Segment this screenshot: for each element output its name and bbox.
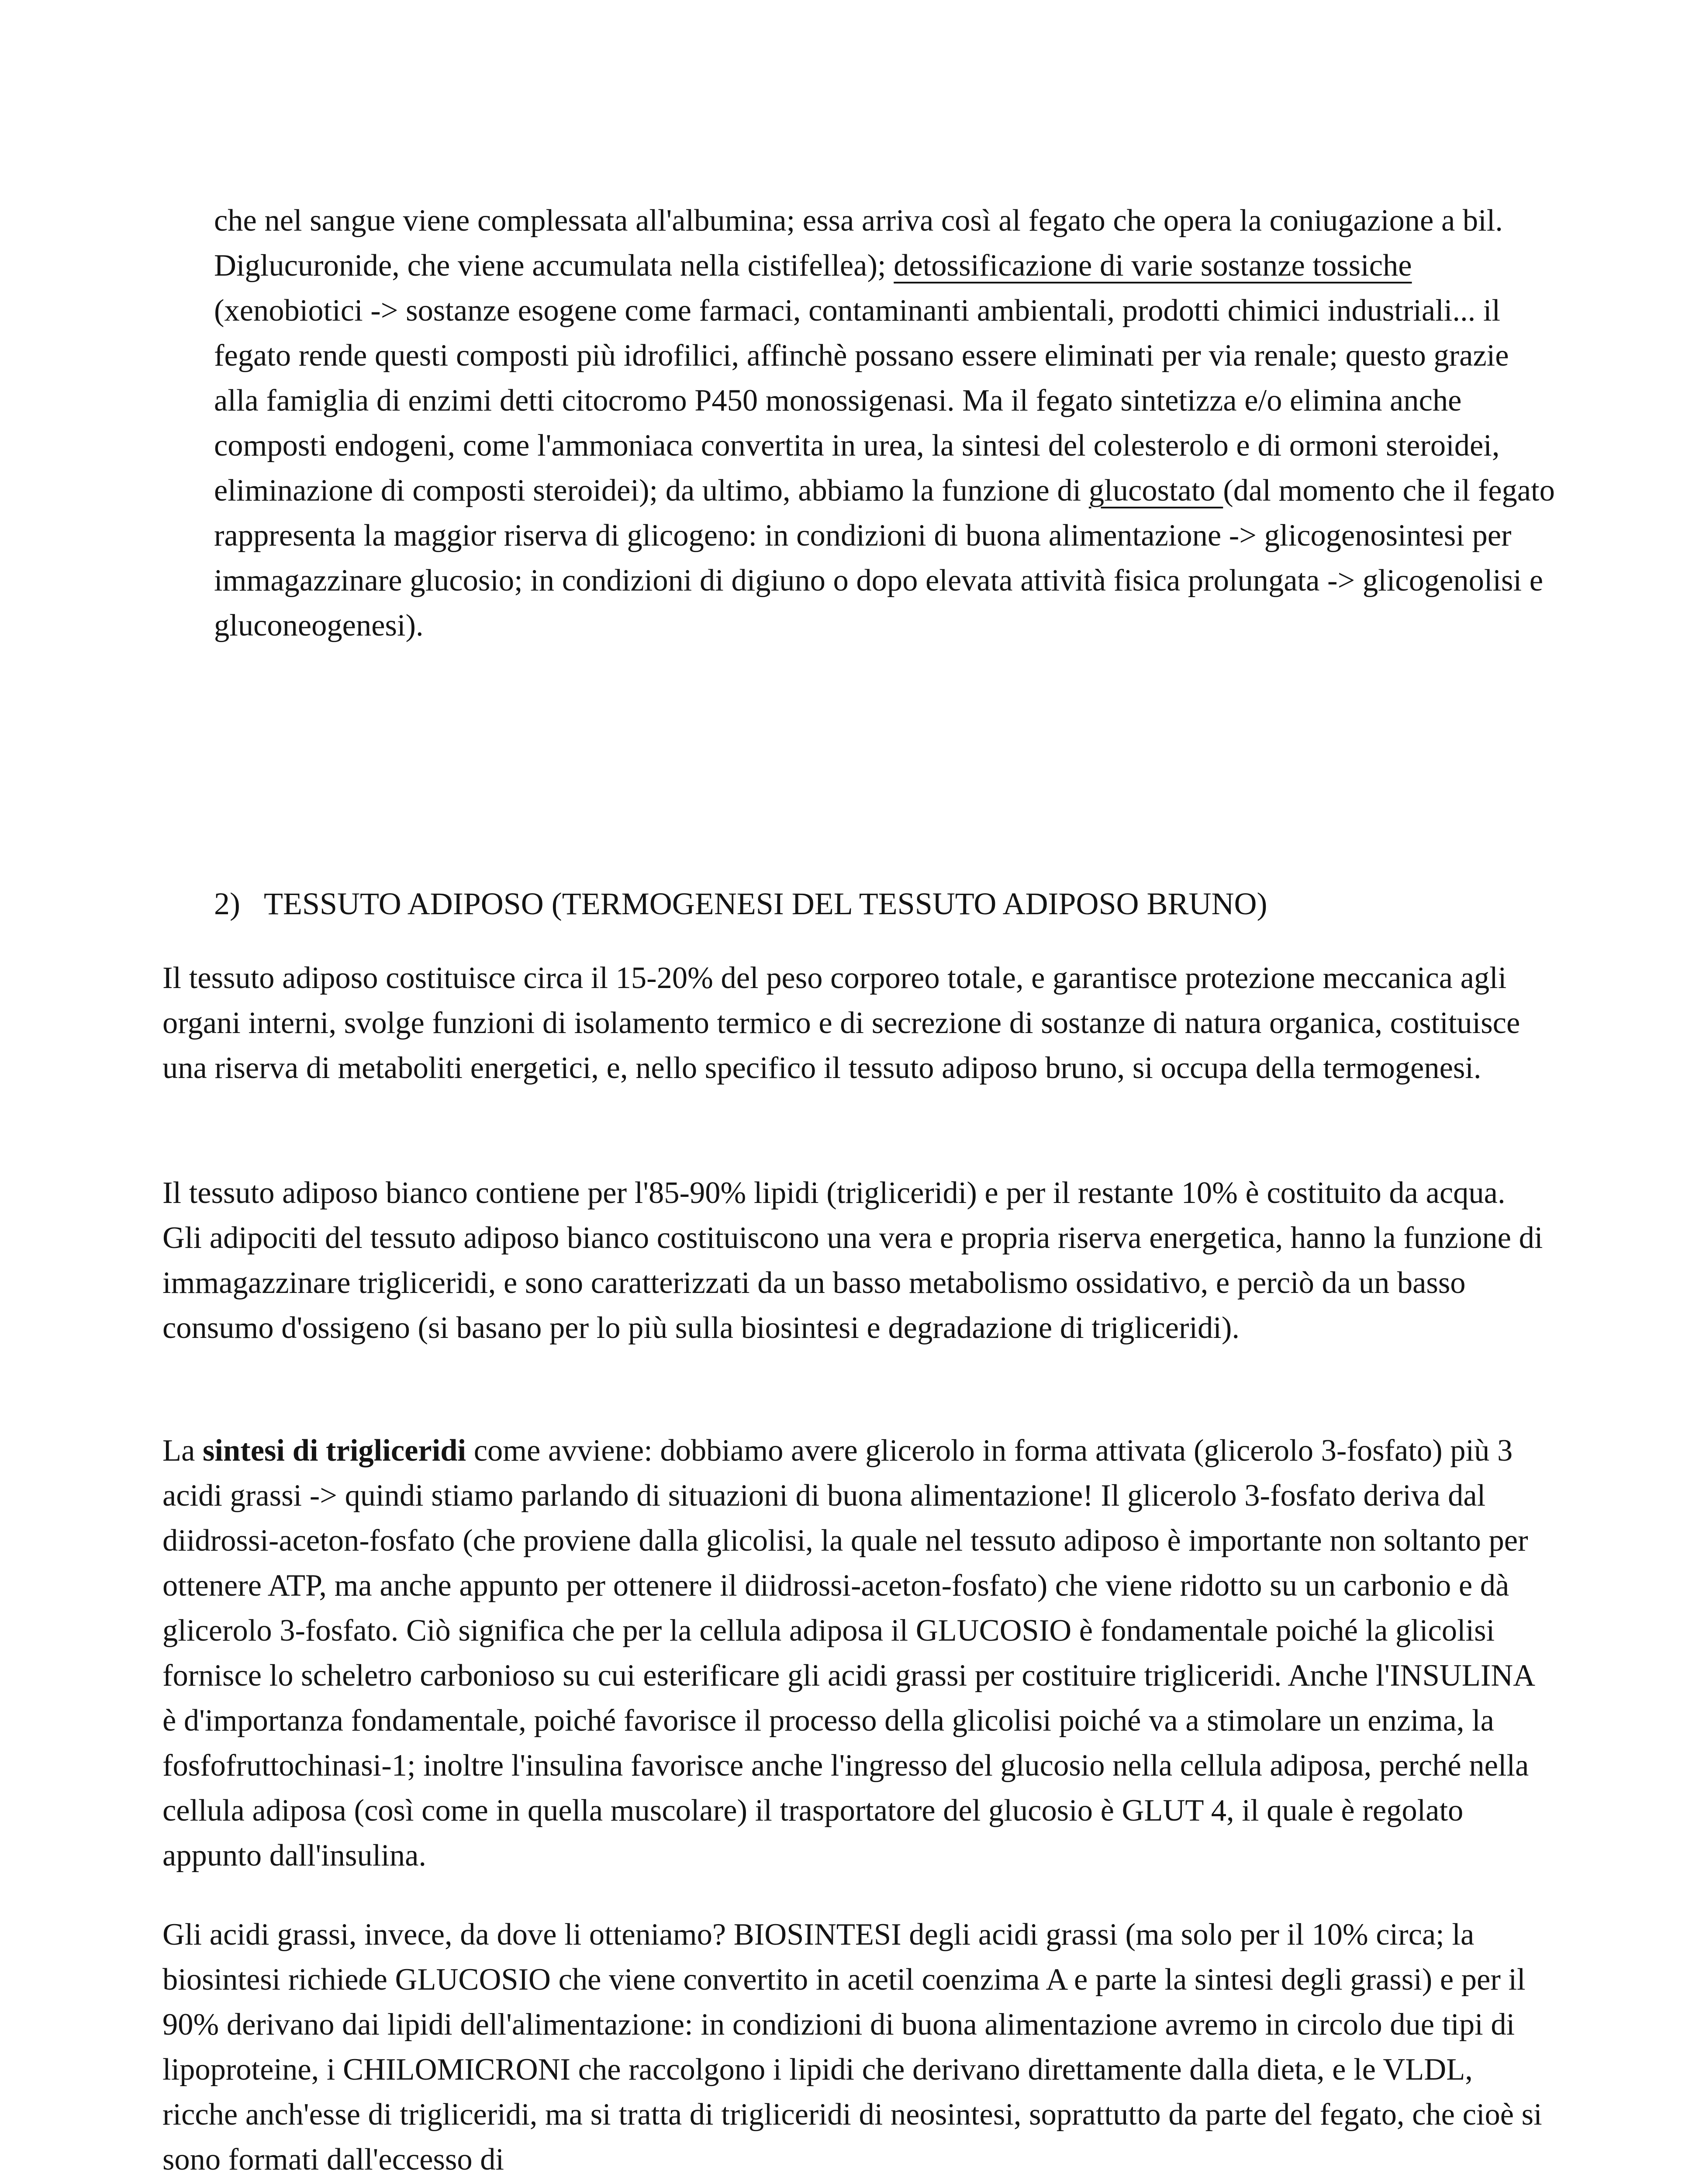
underlined-detossificazione: detossificazione di varie sostanze tossiche [894,249,1412,283]
p3-rest: come avviene: dobbiamo avere glicerolo in forma attivata (glicerolo 3-fosfato) più 3 acidi grassi -> quindi stiamo parlando di situazioni di buona alimentazione! Il glicerolo 3-fosfato deriva dal diidrossi-aceton-fosfato (che proviene dalla glicolisi, la quale nel tessuto adiposo è importante non soltanto per ottenere ATP, ma anche appunto per ottenere il diidrossi-aceton-fosfato) che viene ridotto su un carbonio e dà glicerolo 3-fosfato. Ciò significa che per la cellula adiposa il GLUCOSIO è fondamentale poiché la glicolisi fornisce lo scheletro carbonioso su cui esterificare gli acidi grassi per costituire trigliceridi. Anche l'INSULINA è d'importanza fondamentale, poiché favorisce il processo della glicolisi poiché va a stimolare un enzima, la fosfofruttochinasi-1; inoltre l'insulina favorisce anche l'ingresso del glucosio nella cellula adiposa, perché nella cellula adiposa (così come in quella muscolare) il trasportatore del glucosio è GLUT 4, il quale è regolato appunto dall'insulina. [162,1434,1534,1873]
intro-text-2: (xenobiotici -> sostanze esogene come farmaci, contaminanti ambientali, prodotti chimici industriali... il fegato rende questi composti più idrofilici, affinchè possano essere eliminati per via renale; questo grazie alla famiglia di enzimi detti citocromo P450 monossigenasi. Ma il fegato sintetizza e/o elimina anche composti endogeni, come l'ammoniaca convertita in urea, la sintesi del colesterolo e di ormoni steroidei, eliminazione di composti steroidei); da ultimo, abbiamo la funzione di [214,294,1509,508]
paragraph-tessuto-bianco: Il tessuto adiposo bianco contiene per l'85-90% lipidi (trigliceridi) e per il restante 10% è costituito da acqua. Gli adipociti del tessuto adiposo bianco costituiscono una vera e propria riserva energetica, hanno la funzione di immagazzinare trigliceridi, e sono caratterizzati da un basso metabolismo ossidativo, e perciò da un basso consumo d'ossigeno (si basano per lo più sulla biosintesi e degradazione di trigliceridi). [162,1176,1543,1345]
p3-bold-term: sintesi di trigliceridi [202,1434,466,1468]
intro-text-3: (dal momento che il fegato rappresenta la maggior riserva di glicogeno: in condizioni di buona alimentazione -> glicogenosintesi per immagazzinare glucosio; in condizioni di digiuno o dopo elevata attività fisica prolungata -> glicogenolisi e gluconeogenesi). [214,473,1555,643]
p3-lead: La [162,1434,203,1468]
paragraph-tessuto-adiposo: Il tessuto adiposo costituisce circa il 15-20% del peso corporeo totale, e garantisce protezione meccanica agli organi interni, svolge funzioni di isolamento termico e di secrezione di sostanze di natura organica, costituisce una riserva di metaboliti energetici, e, nello specifico il tessuto adiposo bruno, si occupa della termogenesi. [162,961,1520,1085]
intro-text-1: che nel sangue viene complessata all'albumina; essa arriva così al fegato che opera la coniugazione a bil. Diglucuronide, che viene accumulata nella cistifellea); [214,204,1503,283]
underlined-glucostato: glucostato [1088,473,1223,508]
paragraph-acidi-grassi: Gli acidi grassi, invece, da dove li otteniamo? BIOSINTESI degli acidi grassi (ma solo per il 10% circa; la biosintesi richiede GLUCOSIO che viene convertito in acetil coenzima A e parte la sintesi degli grassi) e per il 90% derivano dai lipidi dell'alimentazione: in condizioni di buona alimentazione avremo in circolo due tipi di lipoproteine, i CHILOMICRONI che raccolgono i lipidi che derivano direttamente dalla dieta, e le VLDL, ricche anch'esse di trigliceridi, ma si tratta di trigliceridi di neosintesi, soprattutto da parte del fegato, che cioè si sono formati dall'eccesso di [162,1918,1542,2177]
paragraph-sintesi-trigliceridi [162,1428,1549,1878]
intro-paragraph [214,198,1559,648]
section-heading: 2) TESSUTO ADIPOSO (TERMOGENESI DEL TESSUTO ADIPOSO BRUNO) [214,886,1267,921]
